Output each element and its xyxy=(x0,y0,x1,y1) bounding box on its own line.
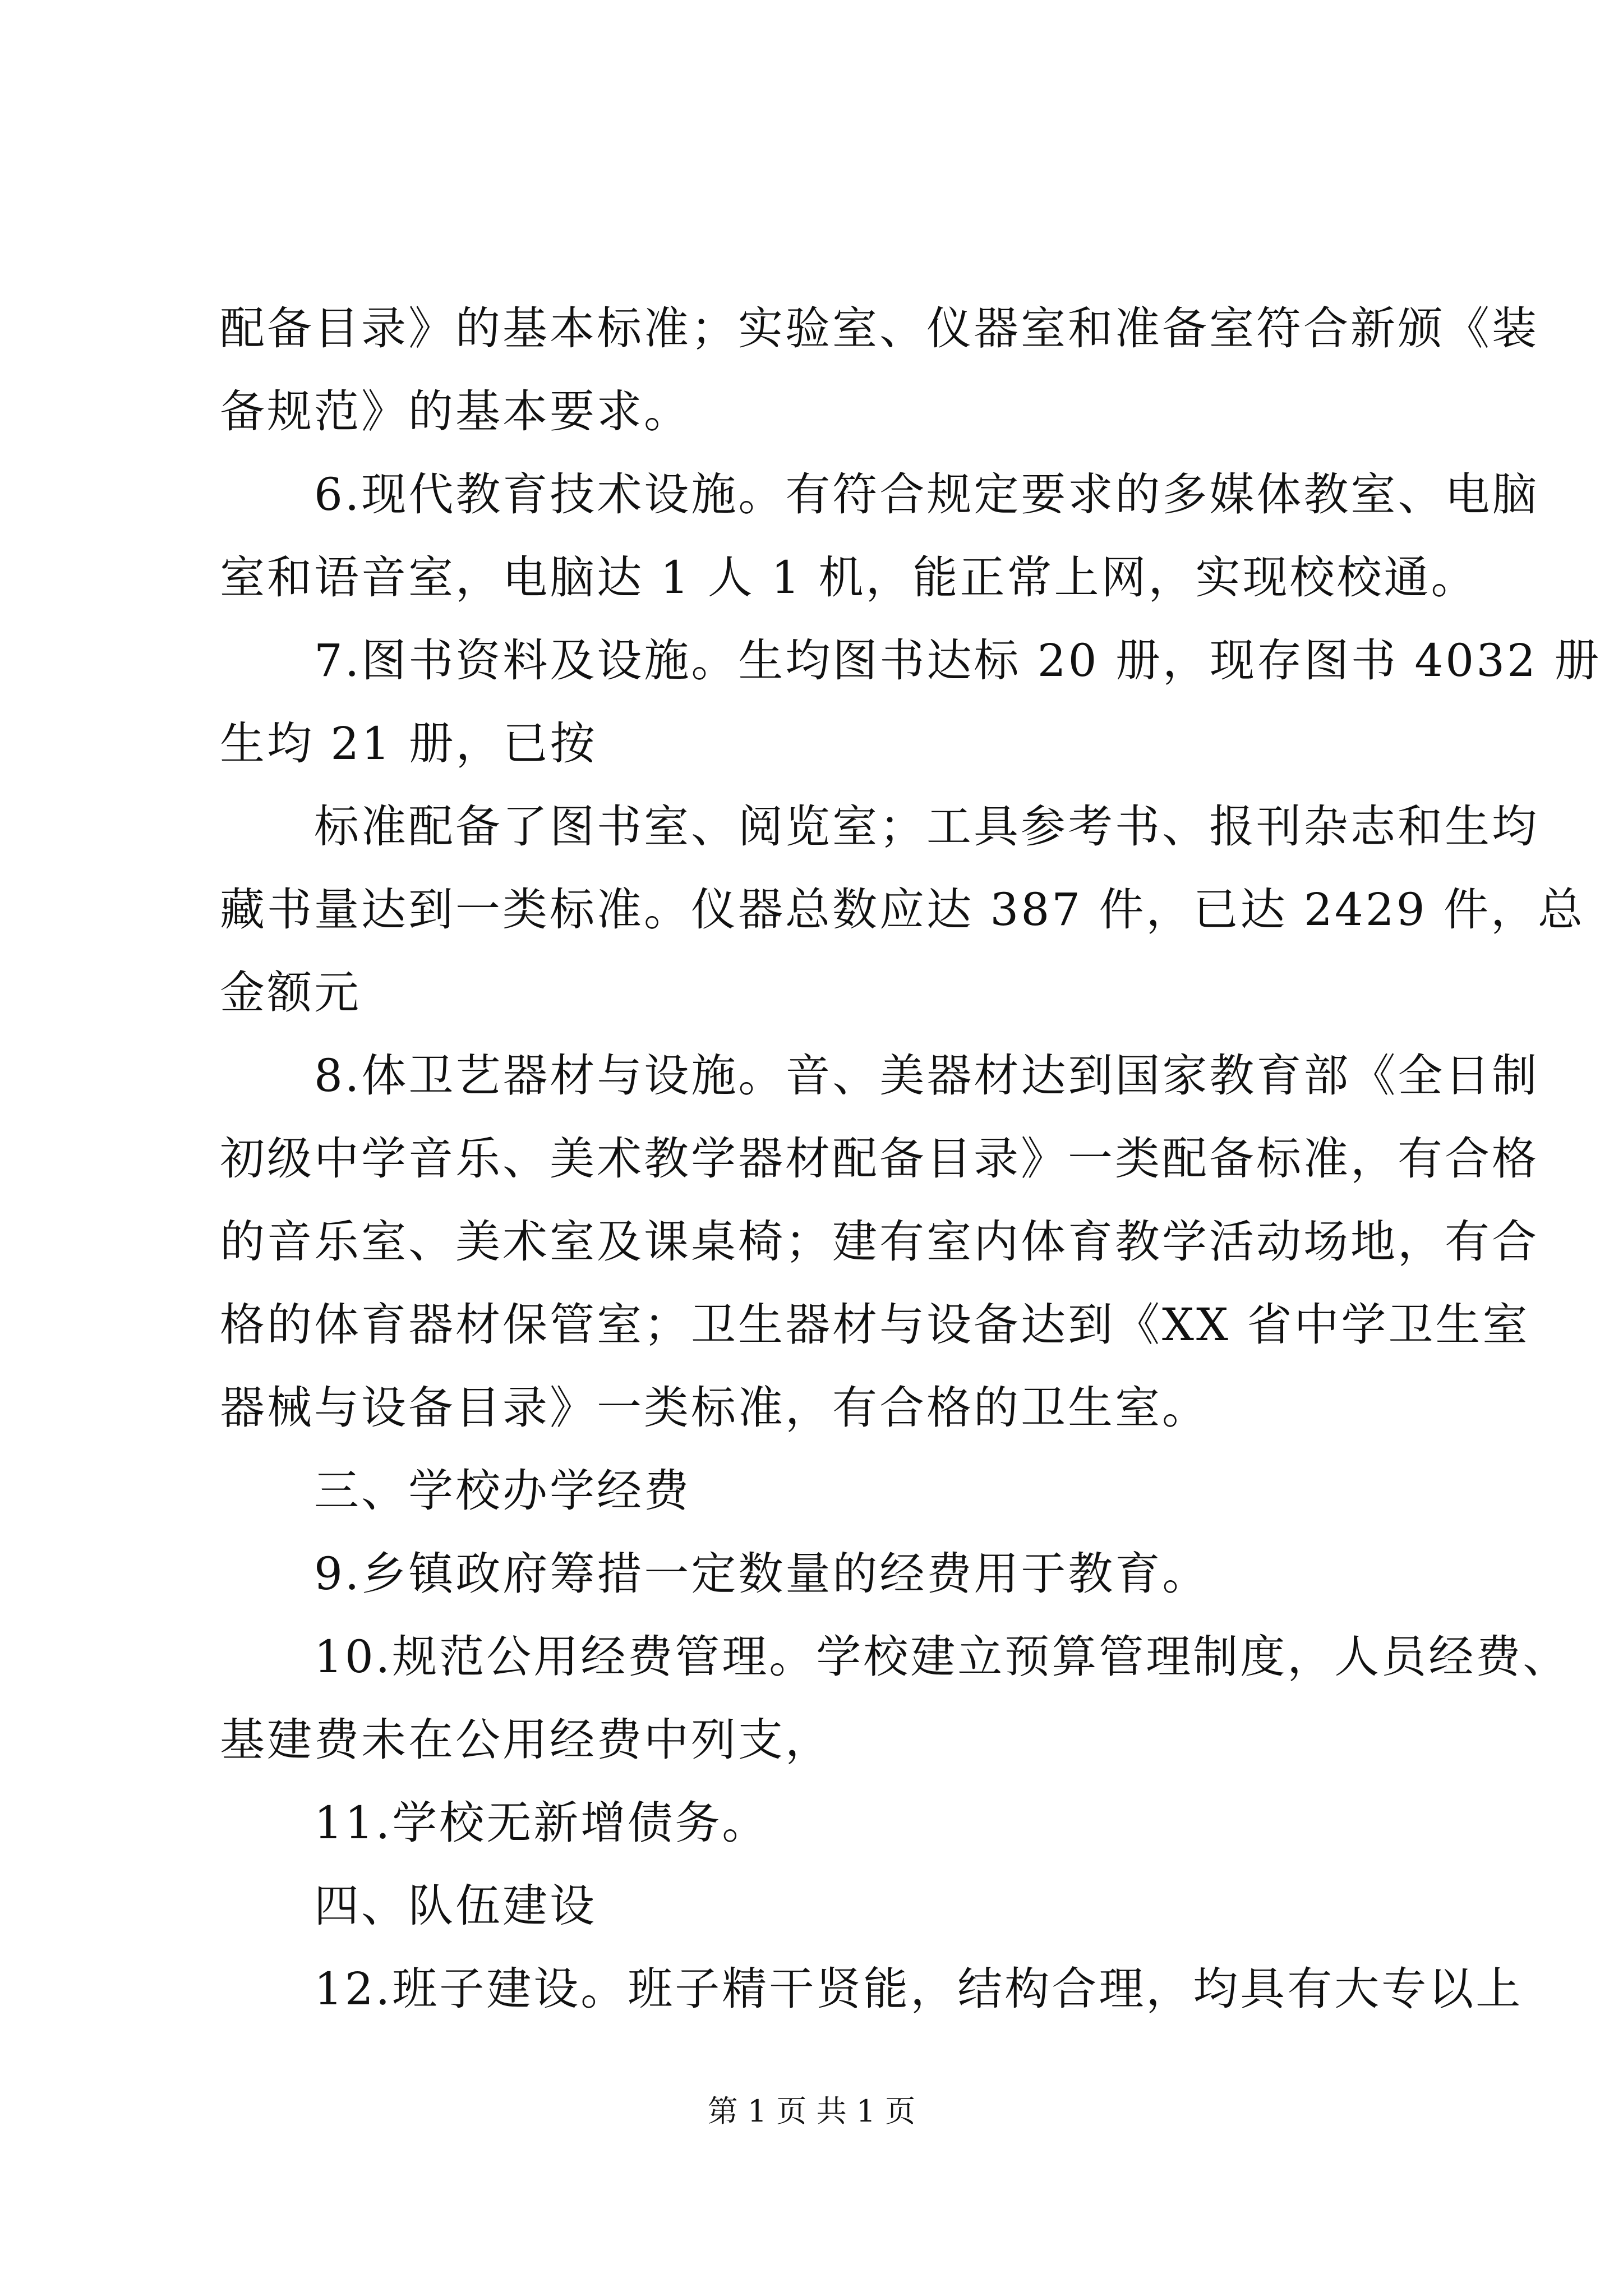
text-line: 10.规范公用经费管理。学校建立预算管理制度，人员经费、 xyxy=(220,1631,1570,1683)
text-line: 室和语音室，电脑达 1 人 1 机，能正常上网，实现校校通。 xyxy=(220,551,1478,604)
text-line: 6.现代教育技术设施。有符合规定要求的多媒体教室、电脑 xyxy=(220,468,1539,521)
text-line: 的音乐室、美术室及课桌椅；建有室内体育教学活动场地，有合 xyxy=(220,1216,1539,1268)
page-number-label: 第 1 页 共 1 页 xyxy=(707,2093,916,2129)
document-body xyxy=(220,287,1602,2031)
text-line: 配备目录》的基本标准；实验室、仪器室和准备室符合新颁《装 xyxy=(220,302,1539,355)
text-line: 藏书量达到一类标准。仪器总数应达 387 件，已达 2429 件，总 xyxy=(220,884,1585,936)
text-line: 格的体育器材保管室；卫生器材与设备达到《XX 省中学卫生室 xyxy=(220,1299,1530,1351)
section-heading: 四、队伍建设 xyxy=(220,1880,597,1932)
text-line: 生均 21 册，已按 xyxy=(220,717,597,770)
text-line: 金额元 xyxy=(220,967,361,1019)
text-line: 基建费未在公用经费中列支， xyxy=(220,1714,832,1766)
text-line: 11.学校无新增债务。 xyxy=(220,1797,769,1849)
text-line: 7.图书资料及设施。生均图书达标 20 册，现存图书 4032 册 xyxy=(220,634,1602,687)
text-line: 标准配备了图书室、阅览室；工具参考书、报刊杂志和生均 xyxy=(220,800,1539,853)
text-line: 8.体卫艺器材与设施。音、美器材达到国家教育部《全日制 xyxy=(220,1050,1539,1102)
text-line: 初级中学音乐、美术教学器材配备目录》一类配备标准，有合格 xyxy=(220,1133,1539,1185)
section-heading: 三、学校办学经费 xyxy=(220,1465,691,1517)
page-footer xyxy=(0,2091,1623,2132)
text-line: 12.班子建设。班子精干贤能，结构合理，均具有大专以上 xyxy=(220,1963,1523,2015)
text-line: 备规范》的基本要求。 xyxy=(220,385,691,438)
text-line: 9.乡镇政府筹措一定数量的经费用于教育。 xyxy=(220,1548,1210,1600)
text-line: 器械与设备目录》一类标准，有合格的卫生室。 xyxy=(220,1382,1209,1434)
